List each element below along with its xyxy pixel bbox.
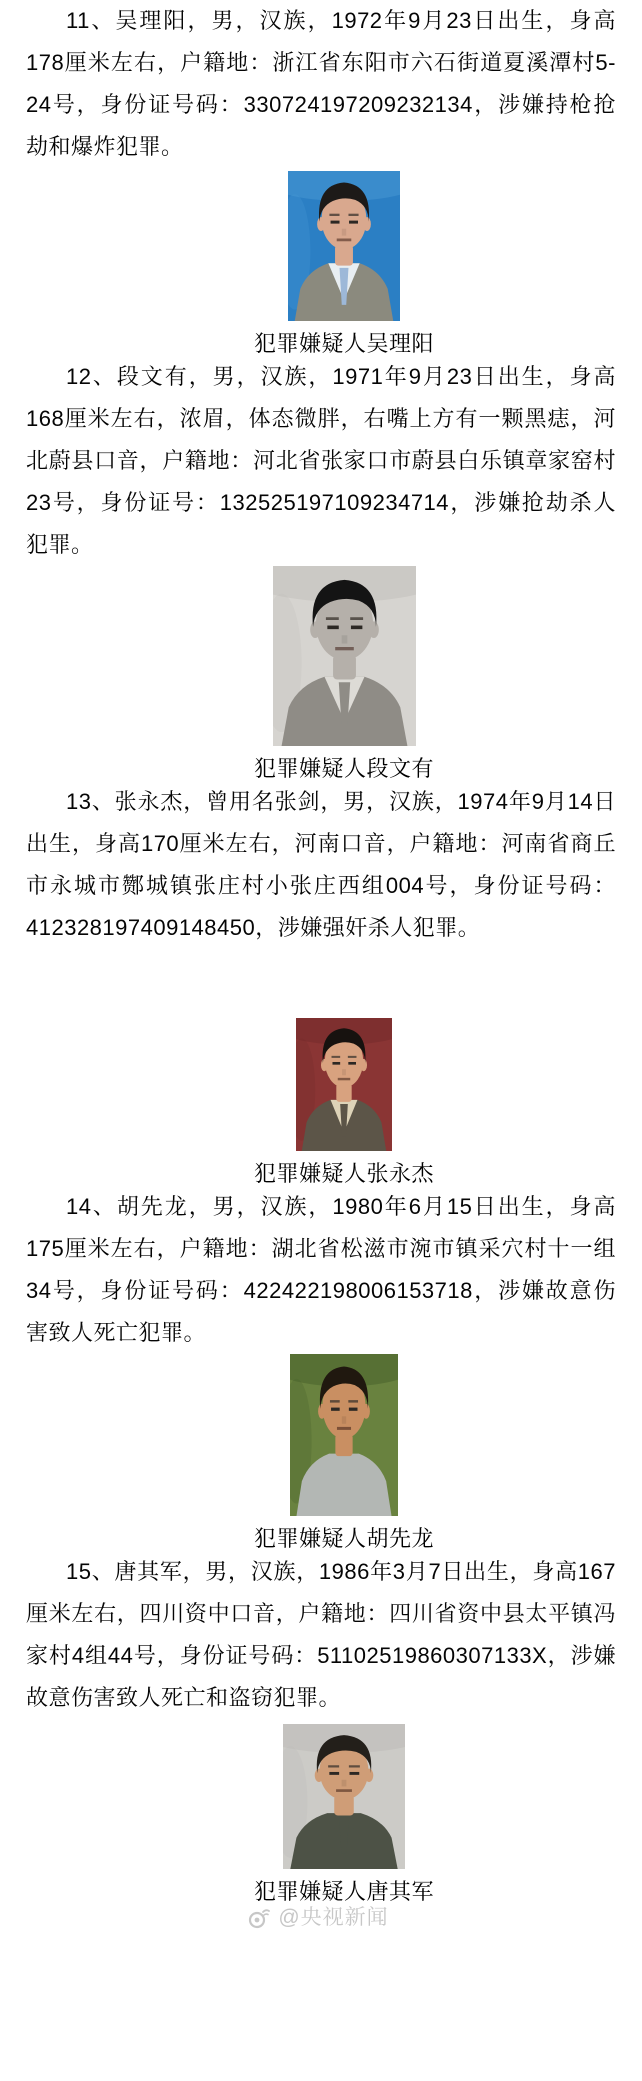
suspect-photo-15: [283, 1724, 405, 1869]
photo-caption-12: 犯罪嫌疑人段文有: [253, 756, 434, 781]
suspect-description-13: 13、张永杰，曾用名张剑，男，汉族，1974年9月14日出生，身高170厘米左右，河南口音，户籍地：河南省商丘市永城市酂城镇张庄村小张庄西组004号，身份证号码：412328197409148450，涉嫌强奸杀人犯罪。: [26, 789, 616, 940]
portrait-photo-graphic: [273, 566, 416, 746]
suspect-description-14: 14、胡先龙，男，汉族，1980年6月15日出生，身高175厘米左右，户籍地：湖北省松滋市涴市镇采穴村十一组34号，身份证号码：422422198006153718，涉嫌故意伤害致人死亡犯罪。: [26, 1194, 616, 1345]
watermark-text: @央视新闻: [278, 1906, 389, 1929]
photo-caption-11: 犯罪嫌疑人吴理阳: [253, 331, 434, 356]
suspect-figure-15: [0, 1724, 642, 1904]
suspect-description-12: 12、段文有，男，汉族，1971年9月23日出生，身高168厘米左右，浓眉，体态微胖，右嘴上方有一颗黑痣，河北蔚县口音，户籍地：河北省张家口市蔚县白乐镇章家窑村23号，身份证号：132525197109234714，涉嫌抢劫杀人犯罪。: [26, 364, 616, 557]
portrait-photo-graphic: [296, 1018, 392, 1151]
suspect-figure-13: [0, 1018, 642, 1186]
photo-caption-15: 犯罪嫌疑人唐其军: [253, 1879, 434, 1904]
photo-caption-14: 犯罪嫌疑人胡先龙: [253, 1526, 434, 1551]
suspect-figure-11: [0, 171, 642, 356]
portrait-photo-graphic: [290, 1354, 398, 1516]
weibo-eye-icon: [247, 1906, 273, 1930]
suspect-description-15: 15、唐其军，男，汉族，1986年3月7日出生，身高167厘米左右，四川资中口音，户籍地：四川省资中县太平镇冯家村4组44号，身份证号码：51102519860307133X，涉嫌故意伤害致人死亡和盗窃犯罪。: [26, 1559, 616, 1710]
suspect-figure-14: [0, 1354, 642, 1551]
portrait-photo-graphic: [283, 1724, 405, 1869]
suspect-photo-14: [290, 1354, 398, 1516]
suspect-photo-13: [296, 1018, 392, 1151]
portrait-photo-graphic: [288, 171, 400, 321]
photo-caption-13: 犯罪嫌疑人张永杰: [253, 1161, 434, 1186]
suspect-figure-12: [0, 566, 642, 781]
suspect-photo-11: [288, 171, 400, 321]
watermark: [0, 1906, 639, 1930]
suspect-description-11: 11、吴理阳，男，汉族，1972年9月23日出生，身高178厘米左右，户籍地：浙江省东阳市六石街道夏溪潭村5-24号，身份证号码：330724197209232134，涉嫌持枪抢劫和爆炸犯罪。: [26, 8, 616, 159]
suspect-photo-12: [273, 566, 416, 746]
